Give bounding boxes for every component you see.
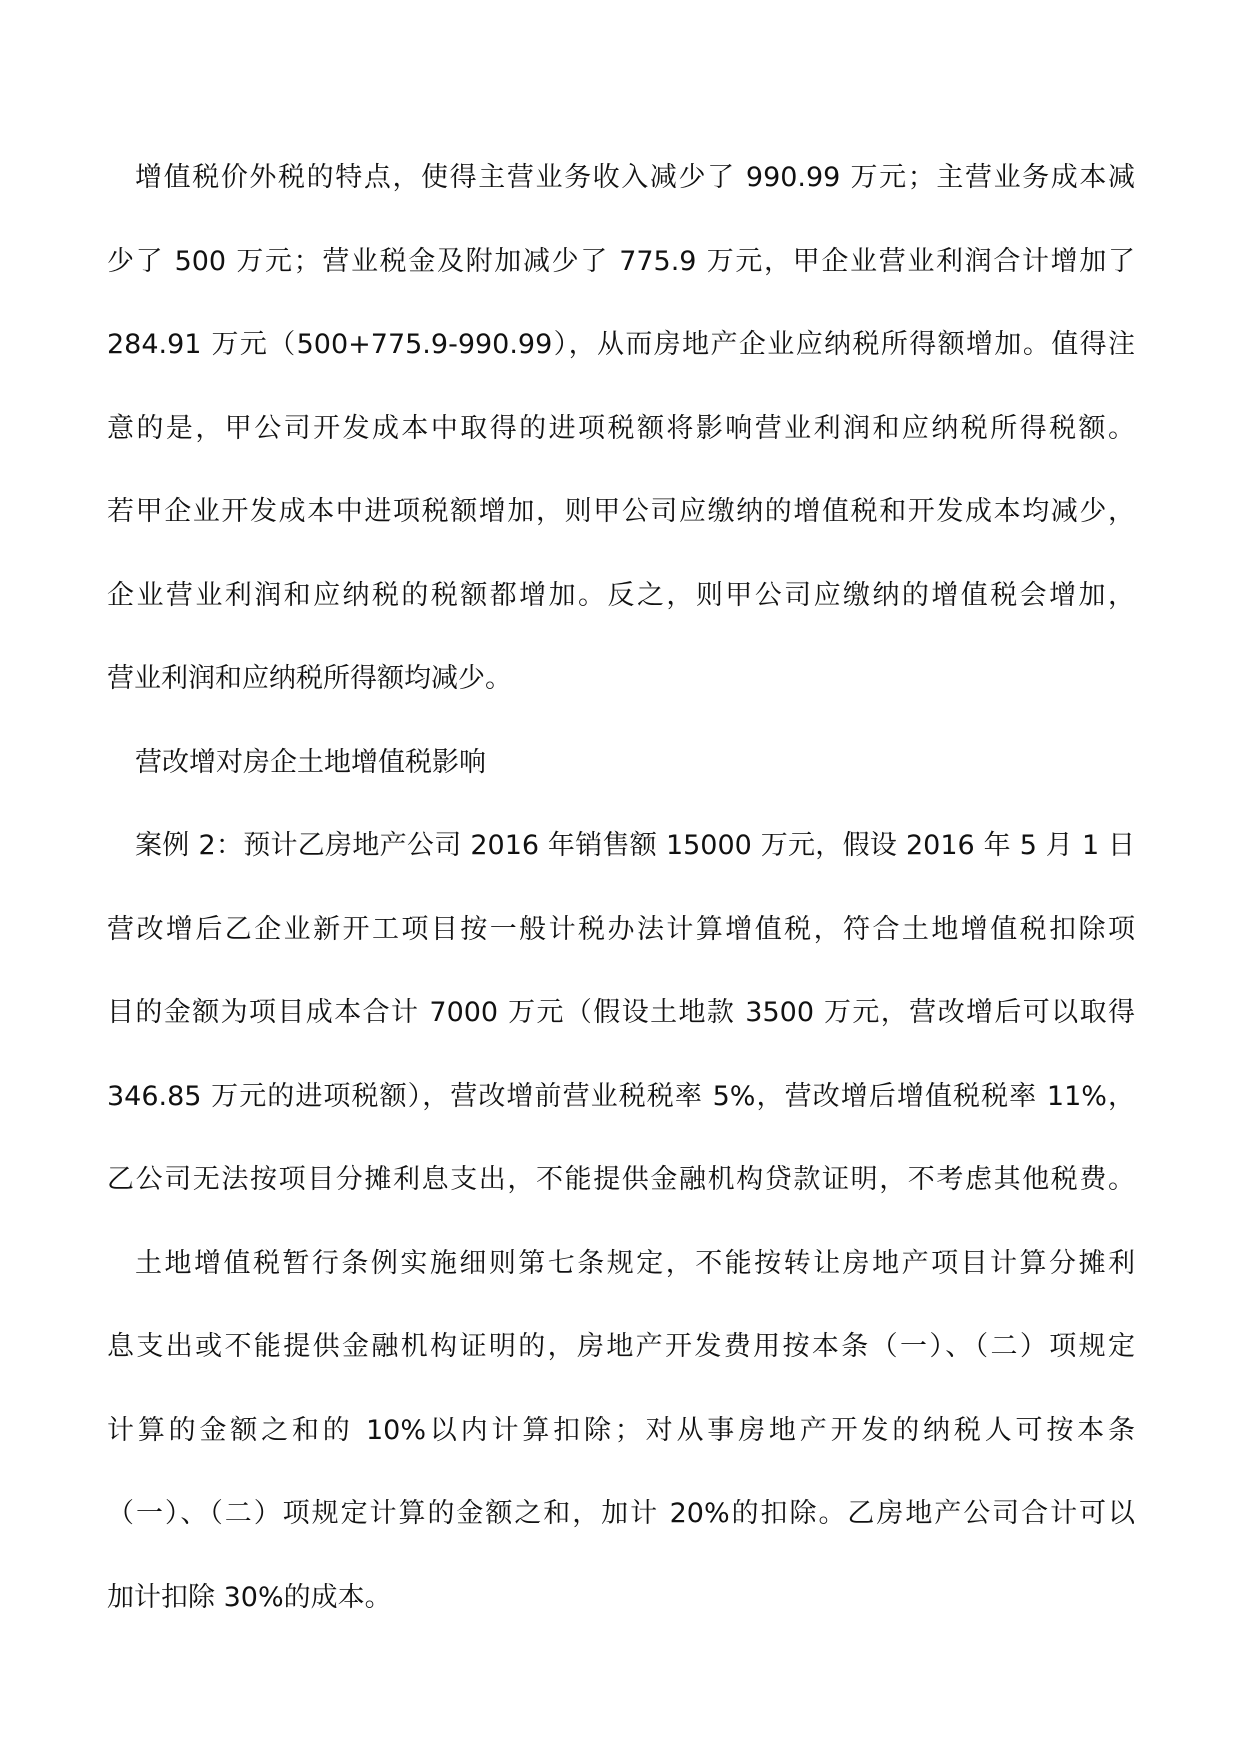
paragraph-3: [107, 826, 1135, 1244]
heading-text: 营改增对房企土地增值税影响: [135, 746, 486, 778]
text-line: （一）、（二）项规定计算的金额之和，加计 20%的扣除。乙房地产公司合计可以: [107, 1498, 1135, 1529]
document-body: [107, 158, 1135, 1661]
text-line: 284.91 万元（500+775.9-990.99），从而房地产企业应纳税所得额增加。值得注: [107, 329, 1135, 360]
text-line: 案例 2：预计乙房地产公司 2016 年销售额 15000 万元，假设 2016 年 5 月 1 日: [135, 830, 1135, 861]
text-line: 目的金额为项目成本合计 7000 万元（假设土地款 3500 万元，营改增后可以取得: [107, 997, 1135, 1028]
text-line: 少了 500 万元；营业税金及附加减少了 775.9 万元，甲企业营业利润合计增加了: [107, 245, 1135, 277]
text-line: 346.85 万元的进项税额），营改增前营业税税率 5%，营改增后增值税税率 11%，: [107, 1080, 1135, 1112]
text-line: 营改增后乙企业新开工项目按一般计税办法计算增值税，符合土地增值税扣除项: [107, 913, 1135, 945]
text-line: 加计扣除 30%的成本。: [107, 1581, 392, 1613]
paragraph-4: [107, 1244, 1135, 1662]
text-line: 企业营业利润和应纳税的税额都增加。反之，则甲公司应缴纳的增值税会增加，: [107, 579, 1135, 611]
text-line: 增值税价外税的特点，使得主营业务收入减少了 990.99 万元；主营业务成本减: [135, 162, 1135, 193]
text-line: 息支出或不能提供金融机构证明的，房地产开发费用按本条（一）、（二）项规定: [107, 1331, 1135, 1362]
section-heading: [107, 743, 1135, 827]
text-line: 意的是，甲公司开发成本中取得的进项税额将影响营业利润和应纳税所得税额。: [107, 412, 1135, 444]
text-line: 土地增值税暂行条例实施细则第七条规定，不能按转让房地产项目计算分摊利: [135, 1247, 1135, 1279]
text-line: 计算的金额之和的 10%以内计算扣除；对从事房地产开发的纳税人可按本条: [107, 1414, 1135, 1446]
text-line: 乙公司无法按项目分摊利息支出，不能提供金融机构贷款证明，不考虑其他税费。: [107, 1164, 1135, 1195]
paragraph-1: [107, 158, 1135, 743]
text-line: 营业利润和应纳税所得额均减少。: [107, 663, 512, 694]
text-line: 若甲企业开发成本中进项税额增加，则甲公司应缴纳的增值税和开发成本均减少，: [107, 496, 1135, 527]
